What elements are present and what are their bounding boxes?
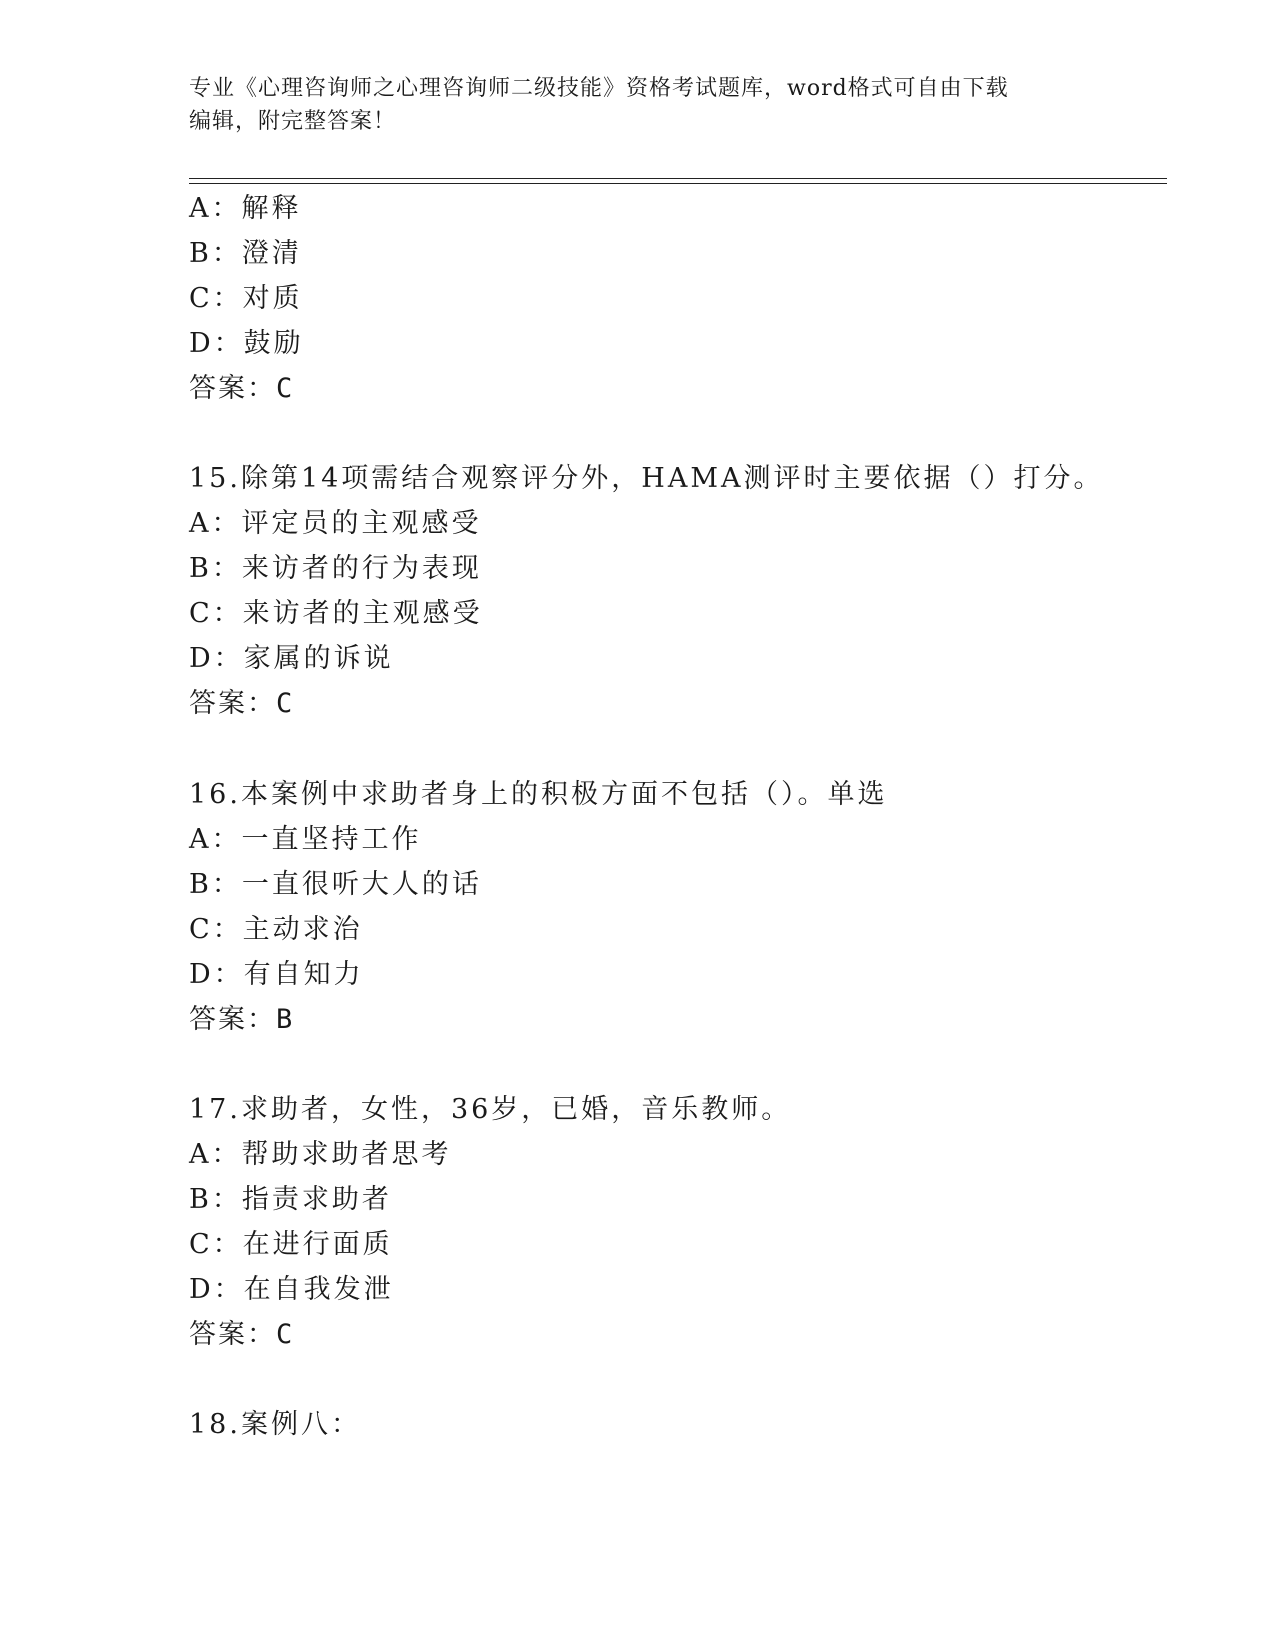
q14-option-d: D：鼓励 bbox=[189, 328, 304, 359]
q17-option-c: C：在进行面质 bbox=[189, 1229, 393, 1260]
answer-value: C bbox=[276, 688, 295, 719]
answer-value: C bbox=[276, 373, 295, 404]
q15-option-d: D：家属的诉说 bbox=[189, 643, 394, 674]
answer-value: B bbox=[276, 1004, 295, 1035]
q16-option-c: C：主动求治 bbox=[189, 914, 363, 945]
q17-question: 17.求助者，女性，36岁，已婚，音乐教师。 bbox=[189, 1094, 792, 1125]
q15-option-a: A：评定员的主观感受 bbox=[189, 508, 482, 539]
q14-answer bbox=[189, 372, 294, 406]
answer-value: C bbox=[276, 1319, 295, 1350]
q14-option-a: A：解释 bbox=[189, 193, 302, 224]
q16-option-a: A：一直坚持工作 bbox=[189, 824, 422, 855]
q17-answer bbox=[189, 1318, 294, 1352]
q17-option-a: A：帮助求助者思考 bbox=[189, 1139, 452, 1170]
q16-option-b: B：一直很听大人的话 bbox=[189, 869, 482, 900]
q16-option-d: D：有自知力 bbox=[189, 959, 364, 990]
header-divider-top bbox=[189, 178, 1167, 179]
q18-question: 18.案例八： bbox=[189, 1409, 361, 1440]
q15-option-b: B：来访者的行为表现 bbox=[189, 553, 482, 584]
header-line-2: 编辑，附完整答案！ bbox=[189, 109, 397, 134]
document-header bbox=[189, 72, 1089, 138]
answer-label: 答案： bbox=[189, 1004, 276, 1035]
header-line-1: 专业《心理咨询师之心理咨询师二级技能》资格考试题库，word格式可自由下载 bbox=[189, 76, 1009, 101]
q14-option-c: C：对质 bbox=[189, 283, 303, 314]
q14-option-b: B：澄清 bbox=[189, 238, 302, 269]
q15-answer bbox=[189, 687, 294, 721]
answer-label: 答案： bbox=[189, 1319, 276, 1350]
q16-answer bbox=[189, 1003, 294, 1037]
q15-question: 15.除第14项需结合观察评分外，HAMA测评时主要依据（）打分。 bbox=[189, 463, 1104, 494]
answer-label: 答案： bbox=[189, 688, 276, 719]
q15-option-c: C：来访者的主观感受 bbox=[189, 598, 483, 629]
header-divider-bottom bbox=[189, 183, 1167, 184]
q16-question: 16.本案例中求助者身上的积极方面不包括（）。单选 bbox=[189, 779, 888, 810]
answer-label: 答案： bbox=[189, 373, 276, 404]
q17-option-d: D：在自我发泄 bbox=[189, 1274, 394, 1305]
q17-option-b: B：指责求助者 bbox=[189, 1184, 392, 1215]
